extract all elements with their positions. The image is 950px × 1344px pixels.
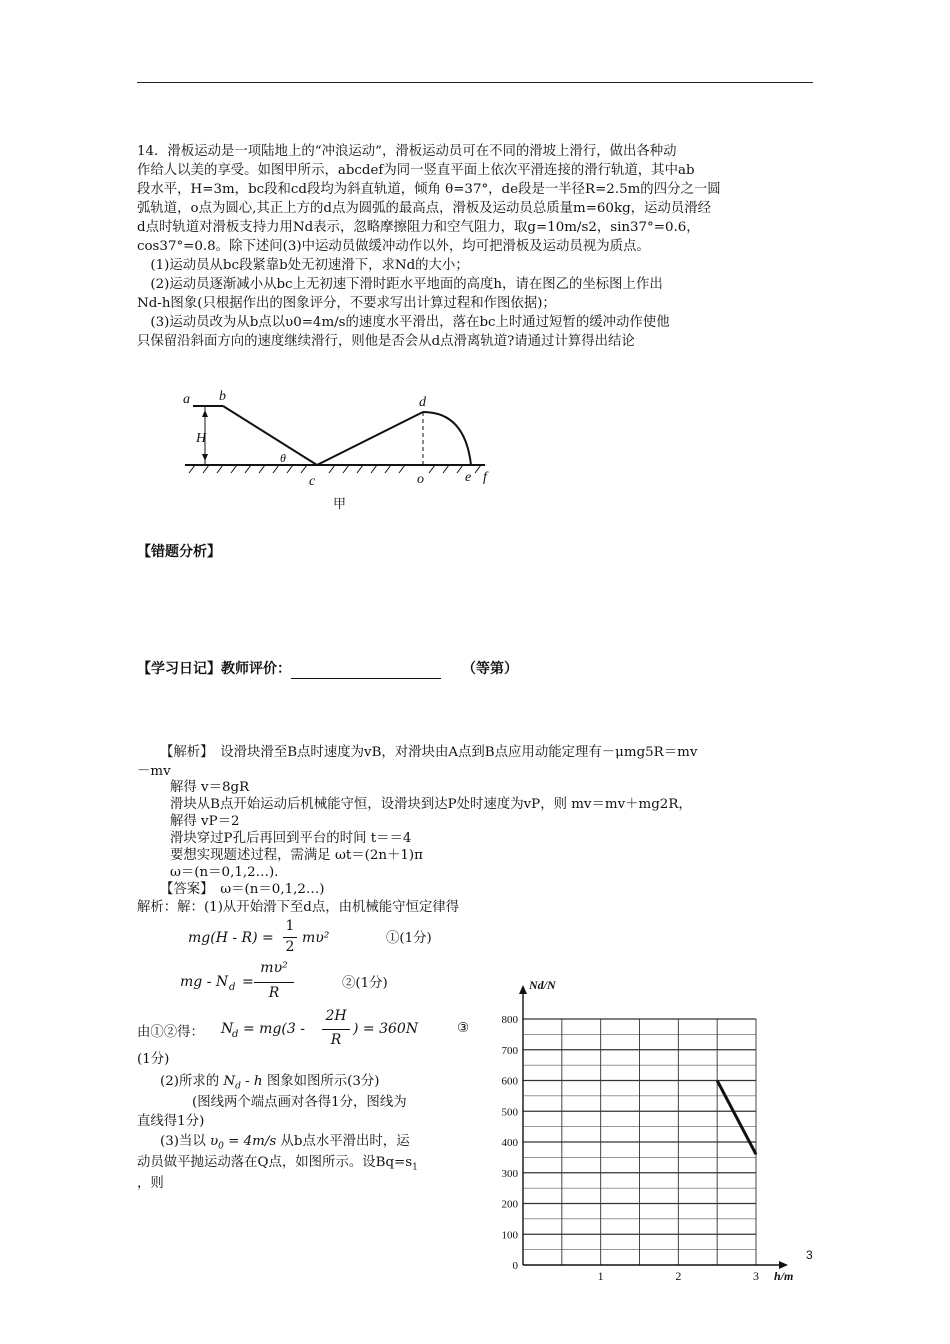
eq3-N: N bbox=[221, 1021, 234, 1037]
y-axis-label: Nd/N bbox=[529, 978, 556, 992]
eq3-num: 2H bbox=[325, 1008, 347, 1024]
y-tick-label: 800 bbox=[501, 1014, 518, 1026]
equation-3 bbox=[137, 1008, 477, 1052]
problem-line: (1)运动员从bc段紧靠b处无初速滑下，求Nd的大小； bbox=[137, 258, 469, 273]
label-f: f bbox=[483, 470, 487, 485]
eq2-tag: ②(1分) bbox=[342, 976, 388, 991]
nd-h-chart bbox=[488, 972, 808, 1282]
eq3-den: R bbox=[330, 1032, 342, 1048]
jiexi-line: －mv bbox=[137, 764, 171, 779]
y-tick-label: 700 bbox=[501, 1044, 518, 1057]
solution-intro: 解析：解：(1)从开始滑下至d点，由机械能守恒定律得 bbox=[137, 900, 460, 915]
page-number: 3 bbox=[806, 1248, 813, 1262]
label-theta: θ bbox=[280, 451, 286, 465]
problem-line: (3)运动员改为从b点以υ0=4m/s的速度水平滑出，落在bc上时通过短暂的缓冲动作使他 bbox=[137, 315, 670, 330]
eq1-tag: ①(1分) bbox=[386, 931, 432, 946]
eq2-sub: d bbox=[229, 982, 236, 993]
jiexi-line: 【解析】 设滑块滑至B点时速度为vB，对滑块由A点到B点应用动能定理有－μmg5R＝mv bbox=[160, 745, 698, 760]
problem-line: 段水平，H=3m，bc段和cd段均为斜直轨道，倾角 θ=37°，de段是一半径R=2.5m的四分之一圆 bbox=[137, 182, 721, 197]
eq2-den: R bbox=[268, 985, 280, 1001]
jiexi-line: 解得 v＝8gR bbox=[170, 780, 250, 795]
jiexi-line: 解得 vP＝2 bbox=[170, 814, 240, 829]
jiexi-answer: 【答案】 ω＝(n＝0,1,2…) bbox=[160, 882, 325, 897]
diary-grade-label: （等第） bbox=[469, 661, 518, 677]
x-tick-label: 3 bbox=[753, 1269, 759, 1282]
eq2-left: mg - N bbox=[180, 974, 229, 990]
eq3-mid: = mg(3 - bbox=[243, 1021, 305, 1037]
problem-line: 作给人以美的享受。如图甲所示，abcdef为同一竖直平面上依次平滑连接的滑行轨道，其中ab bbox=[137, 163, 695, 178]
y-tick-label: 200 bbox=[501, 1198, 518, 1211]
jiexi-line: ω＝(n＝0,1,2…)． bbox=[170, 865, 288, 880]
y-tick-label: 600 bbox=[501, 1075, 518, 1088]
label-o: o bbox=[417, 472, 424, 487]
eq1-den: 2 bbox=[285, 939, 295, 955]
problem-line: cos37°=0.8。除下述问(3)中运动员做缓冲动作以外，均可把滑板及运动员视为质点。 bbox=[137, 239, 650, 254]
label-e: e bbox=[465, 470, 472, 485]
part2-text: (2)所求的 bbox=[160, 1074, 220, 1089]
x-tick-label: 2 bbox=[675, 1269, 682, 1282]
eq2-num: mυ² bbox=[260, 960, 288, 976]
jiexi-line: 滑块穿过P孔后再回到平台的时间 t＝＝4 bbox=[170, 831, 412, 846]
part2-note: (图线两个端点画对各得1分，图线为 bbox=[192, 1095, 407, 1110]
problem-line: d点时轨道对滑板支持力用Nd表示，忽略摩擦阻力和空气阻力，取g=10m/s2，sin37°=0.6， bbox=[137, 220, 700, 235]
part3-text: 从b点水平滑出时，运 bbox=[280, 1134, 410, 1149]
eq1-right: mυ² bbox=[302, 930, 330, 946]
part2-text: 图象如图所示(3分) bbox=[266, 1074, 380, 1089]
y-tick-label: 500 bbox=[501, 1106, 518, 1119]
y-tick-label: 300 bbox=[501, 1167, 518, 1180]
problem-line: 弧轨道，o点为圆心,其正上方的d点为圆弧的最高点，滑板及运动员总质量m=60kg，运动员滑经 bbox=[137, 201, 711, 216]
eq3-tag: ③ bbox=[457, 1021, 470, 1036]
part2-N: N bbox=[223, 1074, 236, 1089]
eq2-eq: = bbox=[242, 974, 254, 990]
eq3-right: ) = 360N bbox=[353, 1021, 419, 1037]
y-axis-arrow bbox=[519, 985, 527, 994]
part3-text: (3)当以 bbox=[160, 1134, 206, 1149]
problem-line: (2)运动员逐渐减小从bc上无初速下滑时距水平地面的高度h，请在图乙的坐标图上作出 bbox=[137, 277, 663, 292]
x-axis-arrow bbox=[779, 1261, 788, 1269]
label-c: c bbox=[309, 474, 316, 489]
part3-v: υ bbox=[210, 1134, 219, 1149]
jiexi-line: 要想实现题述过程，需满足 ωt＝(2n＋1)π bbox=[170, 848, 423, 863]
jiexi-line: 滑块从B点开始运动后机械能守恒，设滑块到达P处时速度为vP，则 mv＝mv＋mg2R， bbox=[170, 797, 692, 812]
label-a: a bbox=[183, 392, 190, 407]
eq3-pre: 由①②得： bbox=[137, 1025, 204, 1040]
problem-line: 14．滑板运动是一项陆地上的“冲浪运动”，滑板运动员可在不同的滑坡上滑行，做出各种动 bbox=[137, 144, 677, 159]
part3-text: 动员做平抛运动落在Q点，如图所示。设Bq=s bbox=[137, 1155, 413, 1170]
eq1-num: 1 bbox=[285, 918, 295, 934]
y-tick-label: 400 bbox=[501, 1137, 518, 1149]
part3-line bbox=[137, 1153, 418, 1178]
part2-note: 直线得1分) bbox=[137, 1114, 205, 1129]
part3-line: ，则 bbox=[137, 1176, 164, 1191]
label-H: H bbox=[196, 431, 207, 446]
series-line bbox=[717, 1081, 756, 1155]
part3-sub2: 1 bbox=[412, 1162, 418, 1173]
eq3-score: (1分) bbox=[137, 1052, 170, 1067]
part3-speed: = 4m/s bbox=[228, 1134, 277, 1149]
label-d: d bbox=[419, 395, 426, 410]
grade-blank bbox=[291, 664, 441, 679]
track-diagram bbox=[175, 380, 505, 510]
x-axis-label: h/m bbox=[774, 1269, 794, 1282]
y-tick-label: 0 bbox=[512, 1260, 518, 1272]
problem-line: Nd-h图象(只根据作出的图象评分，不要求写出计算过程和作图依据)； bbox=[137, 296, 556, 311]
header-rule bbox=[137, 82, 813, 83]
part3-sub: 0 bbox=[218, 1141, 224, 1152]
study-diary bbox=[137, 660, 518, 679]
eq1-left: mg(H - R) = bbox=[188, 930, 274, 946]
label-b: b bbox=[219, 389, 226, 404]
figure-caption: 甲 bbox=[333, 496, 347, 510]
part2-sub: d bbox=[235, 1081, 241, 1092]
y-tick-label: 100 bbox=[501, 1229, 518, 1242]
part2-h: - h bbox=[245, 1074, 263, 1089]
diary-label: 【学习日记】教师评价： bbox=[137, 661, 291, 677]
x-tick-label: 1 bbox=[597, 1269, 604, 1282]
problem-line: 只保留沿斜面方向的速度继续滑行，则他是否会从d点滑离轨道?请通过计算得出结论 bbox=[137, 334, 635, 349]
eq3-sub: d bbox=[232, 1029, 239, 1040]
error-analysis-heading: 【错题分析】 bbox=[137, 544, 221, 560]
